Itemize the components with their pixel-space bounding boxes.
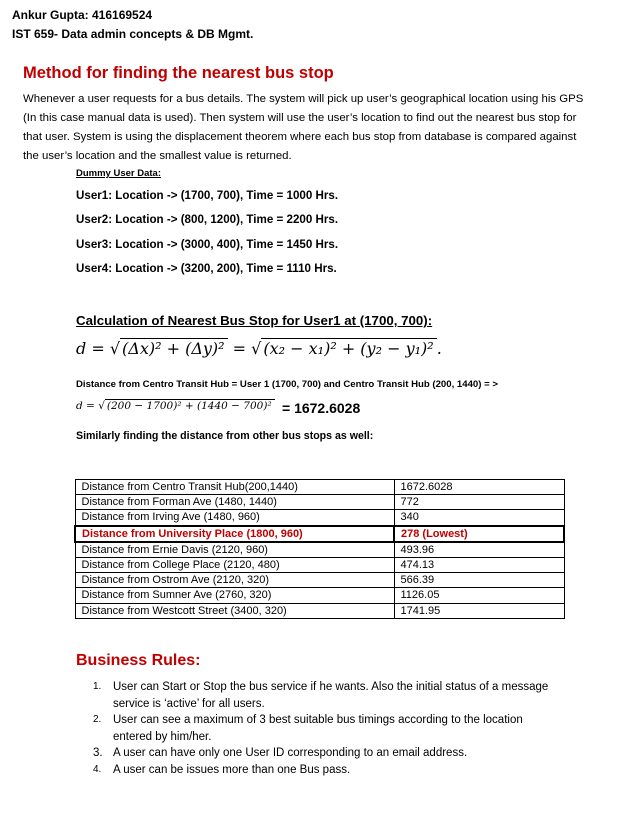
table-row xyxy=(75,510,564,526)
stop-distance: 772 xyxy=(394,495,564,510)
formula2-lhs: d = xyxy=(76,400,95,412)
author-line: Ankur Gupta: 416169524 xyxy=(12,8,153,22)
distance-formula xyxy=(76,338,442,358)
user-line: User2: Location -> (800, 1200), Time = 2200 Hrs. xyxy=(76,213,339,226)
rule-text: A user can be issues more than one Bus pass. xyxy=(113,764,351,776)
page-title: Method for finding the nearest bus stop xyxy=(23,64,334,82)
rule-number: 3. xyxy=(93,747,103,759)
centro-result: = 1672.6028 xyxy=(282,400,361,416)
formula-end: . xyxy=(436,339,442,358)
table-row xyxy=(75,573,564,588)
stop-label: Distance from College Place (2120, 480) xyxy=(75,557,394,572)
formula-lhs: d = xyxy=(76,339,105,358)
distance-table xyxy=(74,479,565,619)
formula-radicand-2: (x₂ − x₁)² + (y₂ − y₁)² xyxy=(261,338,436,358)
rule-number: 1. xyxy=(93,681,102,692)
table-row xyxy=(75,480,564,495)
stop-distance: 493.96 xyxy=(394,542,564,558)
table-row xyxy=(75,557,564,572)
stop-label: Distance from Westcott Street (3400, 320) xyxy=(75,603,394,618)
table-row xyxy=(75,588,564,603)
calc-heading: Calculation of Nearest Bus Stop for User1 at (1700, 700): xyxy=(76,313,433,328)
stop-distance: 566.39 xyxy=(394,573,564,588)
stop-label: Distance from Forman Ave (1480, 1440) xyxy=(75,495,394,510)
stop-label: Distance from Ernie Davis (2120, 960) xyxy=(75,542,394,558)
stop-distance: 1672.6028 xyxy=(394,480,564,495)
business-rules-heading: Business Rules: xyxy=(76,652,201,669)
rule-number: 2. xyxy=(93,714,102,725)
stop-label: Distance from University Place (1800, 960) xyxy=(75,526,394,542)
table-row xyxy=(75,495,564,510)
course-line: IST 659- Data admin concepts & DB Mgmt. xyxy=(12,27,254,41)
rule-text: A user can have only one User ID corresponding to an email address. xyxy=(113,747,468,759)
rule-text: User can see a maximum of 3 best suitable bus timings according to the location entered by him/her. xyxy=(113,714,523,743)
stop-distance: 1126.05 xyxy=(394,588,564,603)
stop-distance: 474.13 xyxy=(394,557,564,572)
stop-label: Distance from Ostrom Ave (2120, 320) xyxy=(75,573,394,588)
stop-label: Distance from Irving Ave (1480, 960) xyxy=(75,510,394,526)
rule-text: User can Start or Stop the bus service if he wants. Also the initial status of a message service is ‘active’ for all users. xyxy=(113,681,549,710)
sqrt-icon: √ xyxy=(251,339,262,358)
sqrt-icon: √ xyxy=(98,400,105,412)
stop-distance: 278 (Lowest) xyxy=(394,526,564,542)
table-row-lowest xyxy=(75,526,564,542)
user-line: User3: Location -> (3000, 400), Time = 1450 Hrs. xyxy=(76,238,339,251)
formula-radicand-1: (Δx)² + (Δy)² xyxy=(120,338,228,358)
centro-formula xyxy=(76,399,275,412)
sqrt-icon: √ xyxy=(109,339,121,358)
stop-label: Distance from Centro Transit Hub(200,1440) xyxy=(75,480,394,495)
rule-number: 4. xyxy=(93,764,102,775)
user-line: User4: Location -> (3200, 200), Time = 1110 Hrs. xyxy=(76,262,337,275)
business-rules-list xyxy=(93,679,573,789)
distance-intro: Distance from Centro Transit Hub = User 1 (1700, 700) and Centro Transit Hub (200, 1440) = > xyxy=(76,379,498,390)
table-row xyxy=(75,603,564,618)
user-line: User1: Location -> (1700, 700), Time = 1000 Hrs. xyxy=(76,189,339,202)
formula2-radicand: (200 − 1700)² + (1440 − 700)² xyxy=(105,399,275,412)
stop-label: Distance from Sumner Ave (2760, 320) xyxy=(75,588,394,603)
intro-paragraph: Whenever a user requests for a bus details. The system will pick up user’s geographical location using his GPS (In this case manual data is used). Then system will use the user’s location to find out the nearest bus stop for that user. System is using the displacement theorem where each bus stop from database is compared against the user’s location and the smallest value is returned. xyxy=(23,93,584,162)
table-row xyxy=(75,542,564,558)
similarly-text: Similarly finding the distance from other bus stops as well: xyxy=(76,430,374,442)
formula-eq: = xyxy=(232,339,247,358)
dummy-heading: Dummy User Data: xyxy=(76,168,161,179)
stop-distance: 340 xyxy=(394,510,564,526)
stop-distance: 1741.95 xyxy=(394,603,564,618)
